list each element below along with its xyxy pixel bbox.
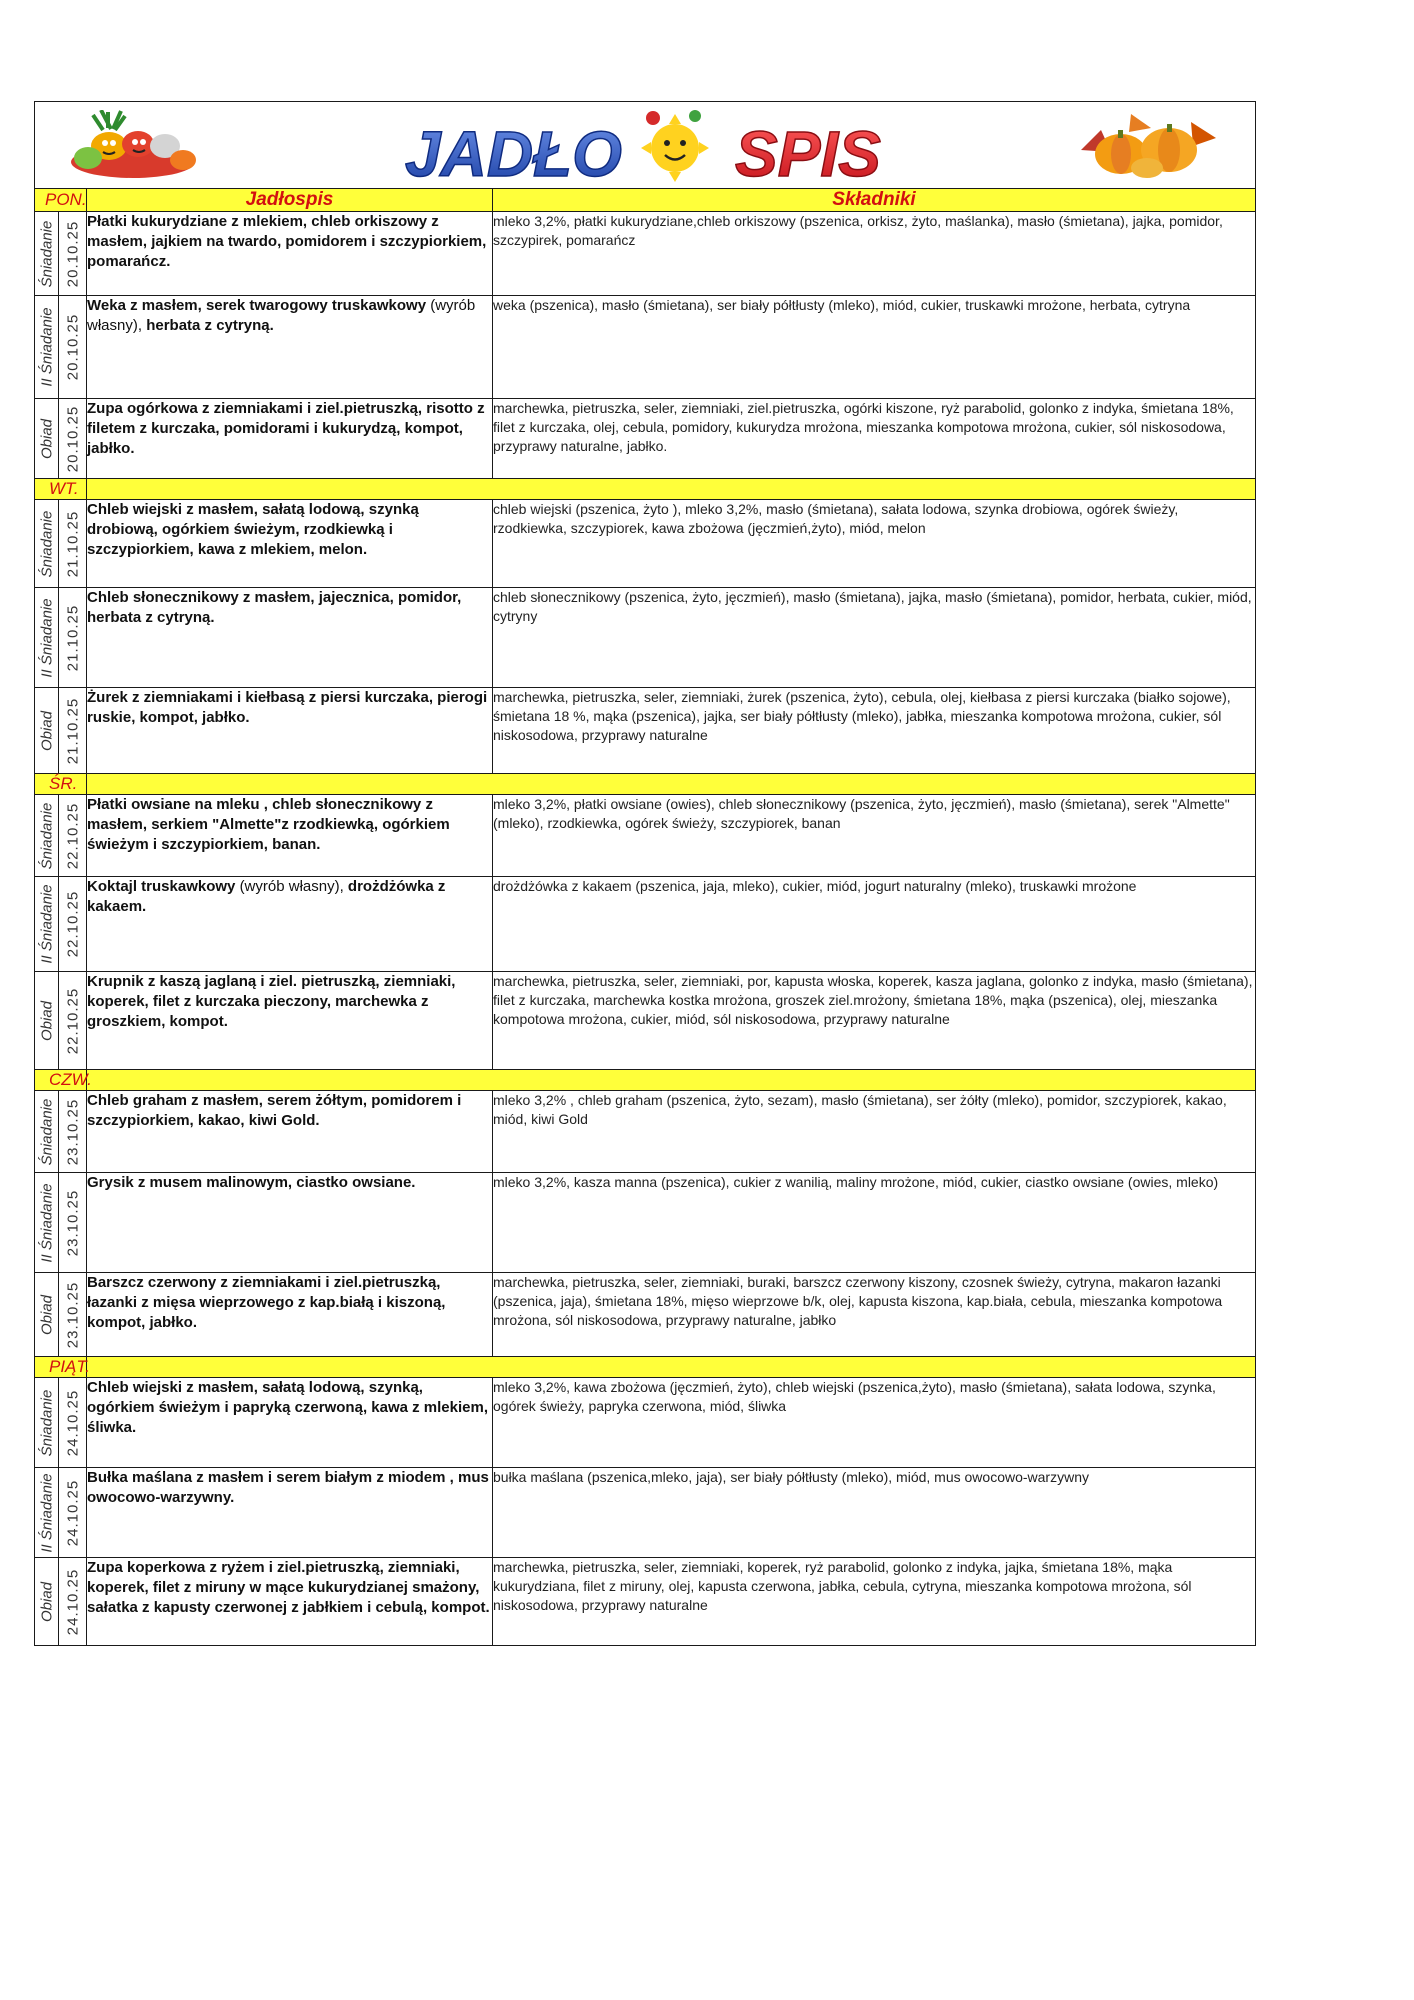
meal-row xyxy=(35,795,1256,877)
meal-label: II Śniadanie xyxy=(38,884,55,964)
date-cell xyxy=(59,1558,87,1646)
meal-cell xyxy=(35,1273,59,1357)
dish-cell: Bułka maślana z masłem i serem białym z miodem , mus owocowo-warzywny. xyxy=(87,1468,493,1558)
meal-cell xyxy=(35,500,59,588)
meal-label: Obiad xyxy=(38,418,55,459)
meal-row xyxy=(35,1273,1256,1357)
meal-row xyxy=(35,688,1256,774)
ingredients-cell: bułka maślana (pszenica,mleko, jaja), ser biały półtłusty (mleko), miód, mus owocowo-warzywny xyxy=(493,1468,1256,1558)
date-cell xyxy=(59,212,87,296)
date-cell xyxy=(59,877,87,972)
meal-date: 20.10.25 xyxy=(64,405,81,472)
menu-table xyxy=(34,101,1256,1646)
meal-label: Śniadanie xyxy=(38,1389,55,1456)
meal-row xyxy=(35,1091,1256,1173)
dish-cell: Zupa ogórkowa z ziemniakami i ziel.pietruszką, risotto z filetem z kurczaka, pomidorami i kukurydzą, kompot, jabłko. xyxy=(87,399,493,479)
dish-cell: Barszcz czerwony z ziemniakami i ziel.pietruszką, łazanki z mięsa wieprzowego z kap.białą i kiszoną, kompot, jabłko. xyxy=(87,1273,493,1357)
jadlospis-title-logo xyxy=(405,104,965,186)
dish-cell: Chleb wiejski z masłem, sałatą lodową, szynką drobiową, ogórkiem świeżym, rzodkiewką i szczypiorkiem, kawa z mlekiem, melon. xyxy=(87,500,493,588)
meal-row xyxy=(35,212,1256,296)
meal-date: 20.10.25 xyxy=(64,313,81,381)
date-cell xyxy=(59,1173,87,1273)
meal-label: II Śniadanie xyxy=(38,1472,55,1553)
meal-row xyxy=(35,1468,1256,1558)
day-row xyxy=(35,774,1256,795)
meal-date: 23.10.25 xyxy=(64,1189,81,1256)
meal-cell xyxy=(35,877,59,972)
meal-date: 21.10.25 xyxy=(64,604,81,671)
dish-cell: Zupa koperkowa z ryżem i ziel.pietruszką, ziemniaki, koperek, filet z miruny w mące kukurydzianej smażony, sałatka z kapusty czerwonej z jabłkiem i cebulą, kompot. xyxy=(87,1558,493,1646)
meal-date: 22.10.25 xyxy=(64,802,81,869)
meal-date: 21.10.25 xyxy=(64,510,81,577)
date-cell xyxy=(59,972,87,1070)
meal-cell xyxy=(35,588,59,688)
dish-cell xyxy=(87,296,493,399)
dish-cell: Grysik z musem malinowym, ciastko owsiane. xyxy=(87,1173,493,1273)
meal-label: Obiad xyxy=(38,710,55,751)
dish-text: herbata z cytryną. xyxy=(146,317,274,334)
meal-cell xyxy=(35,399,59,479)
meal-cell xyxy=(35,1378,59,1468)
dish-note: (wyrób własny), xyxy=(239,878,344,895)
meal-date: 24.10.25 xyxy=(64,1568,81,1635)
dish-cell: Płatki owsiane na mleku , chleb słonecznikowy z masłem, serkiem "Almette"z rzodkiewką, ogórkiem świeżym i szczypiorkiem, banan. xyxy=(87,795,493,877)
dish-cell xyxy=(87,877,493,972)
date-cell xyxy=(59,296,87,399)
meal-cell xyxy=(35,1468,59,1558)
ingredients-cell: marchewka, pietruszka, seler, ziemniaki, por, kapusta włoska, koperek, kasza jaglana, golonko z indyka, masło (śmietana), filet z kurczaka, marchewka kostka mrożona, groszek ziel.mrożony, śmietana 18%, mąka (pszenica), olej, mieszanka kompotowa mrożona, cukier, miód, sól niskosodowa, przyprawy naturalne xyxy=(493,972,1256,1070)
date-cell xyxy=(59,1378,87,1468)
meal-date: 24.10.25 xyxy=(64,1389,81,1456)
meal-date: 24.10.25 xyxy=(64,1479,81,1546)
column-header-dishes: Jadłospis xyxy=(87,189,493,212)
day-row xyxy=(35,1357,1256,1378)
meal-date: 20.10.25 xyxy=(64,220,81,287)
meal-label: Obiad xyxy=(38,1581,55,1622)
date-cell xyxy=(59,795,87,877)
date-cell xyxy=(59,1091,87,1173)
ingredients-cell: chleb wiejski (pszenica, żyto ), mleko 3,2%, masło (śmietana), sałata lodowa, szynka drobiowa, ogórek świeży, rzodkiewka, szczypiorek, kawa zbożowa (jęczmień,żyto), miód, melon xyxy=(493,500,1256,588)
banner xyxy=(35,102,1255,188)
meal-row xyxy=(35,972,1256,1070)
meal-date: 22.10.25 xyxy=(64,890,81,958)
dish-text: drożdżówka z kakaem. xyxy=(87,878,446,915)
meal-row xyxy=(35,500,1256,588)
meal-label: Obiad xyxy=(38,1294,55,1335)
day-label: CZW. xyxy=(35,1070,87,1091)
meal-label: II Śniadanie xyxy=(38,597,55,678)
fruit-basket-icon xyxy=(63,110,203,180)
pumpkins-icon xyxy=(1071,110,1221,180)
day-row xyxy=(35,1070,1256,1091)
meal-date: 23.10.25 xyxy=(64,1281,81,1348)
dish-cell: Chleb graham z masłem, serem żółtym, pomidorem i szczypiorkiem, kakao, kiwi Gold. xyxy=(87,1091,493,1173)
ingredients-cell: mleko 3,2%, kasza manna (pszenica), cukier z wanilią, maliny mrożone, miód, cukier, ciastko owsiane (owies, mleko) xyxy=(493,1173,1256,1273)
dish-note: (wyrób własny), xyxy=(87,297,476,334)
meal-row xyxy=(35,296,1256,399)
meal-cell xyxy=(35,1558,59,1646)
svg-text:SPIS: SPIS xyxy=(735,118,881,186)
meal-label: II Śniadanie xyxy=(38,307,55,387)
dish-text: Koktajl truskawkowy xyxy=(87,878,236,895)
meal-label: Śniadanie xyxy=(38,220,55,287)
meal-row xyxy=(35,1173,1256,1273)
day-label-pon: PON. xyxy=(35,189,87,212)
date-cell xyxy=(59,1468,87,1558)
date-cell xyxy=(59,399,87,479)
header-row xyxy=(35,189,1256,212)
ingredients-cell: mleko 3,2%, płatki kukurydziane,chleb orkiszowy (pszenica, orkisz, żyto, maślanka), masło (śmietana), jajka, pomidor, szczypirek, pomarańcz xyxy=(493,212,1256,296)
ingredients-cell: marchewka, pietruszka, seler, ziemniaki, koperek, ryż parabolid, golonko z indyka, jajka, śmietana 18%, mąka kukurydziana, filet z miruny, olej, kapusta czerwona, jabłka, cebula, cytryna, mieszanka kompotowa mrożona, sól niskosodowa, przyprawy naturalne xyxy=(493,1558,1256,1646)
date-cell xyxy=(59,500,87,588)
day-label: WT. xyxy=(35,479,87,500)
ingredients-cell: mleko 3,2%, kawa zbożowa (jęczmień, żyto), chleb wiejski (pszenica,żyto), masło (śmietana), sałata lodowa, szynka, ogórek świeży, papryka czerwona, miód, śliwka xyxy=(493,1378,1256,1468)
meal-row xyxy=(35,877,1256,972)
meal-label: Śniadanie xyxy=(38,510,55,577)
ingredients-cell: mleko 3,2%, płatki owsiane (owies), chleb słonecznikowy (pszenica, żyto, jęczmień), masło (śmietana), serek "Almette"(mleko), rzodkiewka, ogórek świeży, szczypiorek, banan xyxy=(493,795,1256,877)
meal-label: II Śniadanie xyxy=(38,1182,55,1263)
dish-cell: Żurek z ziemniakami i kiełbasą z piersi kurczaka, pierogi ruskie, kompot, jabłko. xyxy=(87,688,493,774)
day-label: ŚR. xyxy=(35,774,87,795)
ingredients-cell: chleb słonecznikowy (pszenica, żyto, jęczmień), masło (śmietana), jajka, masło (śmietana), pomidor, herbata, cukier, miód, cytryny xyxy=(493,588,1256,688)
banner-row xyxy=(35,102,1256,189)
dish-cell: Chleb wiejski z masłem, sałatą lodową, szynką, ogórkiem świeżym i papryką czerwoną, kawa z mlekiem, śliwka. xyxy=(87,1378,493,1468)
meal-row xyxy=(35,399,1256,479)
ingredients-cell: marchewka, pietruszka, seler, ziemniaki, buraki, barszcz czerwony kiszony, czosnek świeży, cytryna, makaron łazanki (pszenica, jaja), śmietana 18%, mięso wieprzowe b/k, olej, kapusta kiszona, kap.biała, cebula, mieszanka kompotowa mrożona, sól niskosodowa, przyprawy naturalne, jabłko xyxy=(493,1273,1256,1357)
meal-row xyxy=(35,588,1256,688)
meal-date: 23.10.25 xyxy=(64,1098,81,1165)
meal-cell xyxy=(35,1091,59,1173)
meal-date: 21.10.25 xyxy=(64,697,81,764)
ingredients-cell: weka (pszenica), masło (śmietana), ser biały półtłusty (mleko), miód, cukier, truskawki mrożone, herbata, cytryna xyxy=(493,296,1256,399)
ingredients-cell: drożdżówka z kakaem (pszenica, jaja, mleko), cukier, miód, jogurt naturalny (mleko), truskawki mrożone xyxy=(493,877,1256,972)
ingredients-cell: marchewka, pietruszka, seler, ziemniaki, ziel.pietruszka, ogórki kiszone, ryż parabolid, golonko z indyka, śmietana 18%, filet z kurczaka, olej, cebula, pomidory, kukurydza mrożona, mieszanka kompotowa mrożona, cukier, sól niskosodowa, przyprawy naturalne, jabłko. xyxy=(493,399,1256,479)
column-header-ingredients: Składniki xyxy=(493,189,1256,212)
meal-label: Śniadanie xyxy=(38,802,55,869)
meal-row xyxy=(35,1558,1256,1646)
meal-label: Obiad xyxy=(38,1000,55,1041)
menu-sheet xyxy=(34,101,1256,1646)
meal-cell xyxy=(35,688,59,774)
ingredients-cell: marchewka, pietruszka, seler, ziemniaki, żurek (pszenica, żyto), cebula, olej, kiełbasa z piersi kurczaka (białko sojowe), śmietana 18 %, mąka (pszenica), jajka, ser biały półtłusty (mleko), jabłka, mieszanka kompotowa mrożona, cukier, sól niskosodowa, przyprawy naturalne xyxy=(493,688,1256,774)
dish-cell: Płatki kukurydziane z mlekiem, chleb orkiszowy z masłem, jajkiem na twardo, pomidorem i szczypiorkiem, pomarańcz. xyxy=(87,212,493,296)
meal-row xyxy=(35,1378,1256,1468)
svg-text:JADŁO: JADŁO xyxy=(405,118,622,186)
day-label: PIĄT. xyxy=(35,1357,87,1378)
meal-cell xyxy=(35,212,59,296)
day-row xyxy=(35,479,1256,500)
meal-cell xyxy=(35,972,59,1070)
meal-date: 22.10.25 xyxy=(64,987,81,1054)
meal-label: Śniadanie xyxy=(38,1098,55,1165)
meal-cell xyxy=(35,795,59,877)
date-cell xyxy=(59,588,87,688)
meal-cell xyxy=(35,1173,59,1273)
date-cell xyxy=(59,1273,87,1357)
dish-cell: Chleb słonecznikowy z masłem, jajecznica, pomidor, herbata z cytryną. xyxy=(87,588,493,688)
dish-text: Weka z masłem, serek twarogowy truskawkowy xyxy=(87,297,427,314)
meal-cell xyxy=(35,296,59,399)
dish-cell: Krupnik z kaszą jaglaną i ziel. pietruszką, ziemniaki, koperek, filet z kurczaka pieczony, marchewka z groszkiem, kompot. xyxy=(87,972,493,1070)
ingredients-cell: mleko 3,2% , chleb graham (pszenica, żyto, sezam), masło (śmietana), ser żółty (mleko), pomidor, szczypiorek, kakao, miód, kiwi Gold xyxy=(493,1091,1256,1173)
date-cell xyxy=(59,688,87,774)
